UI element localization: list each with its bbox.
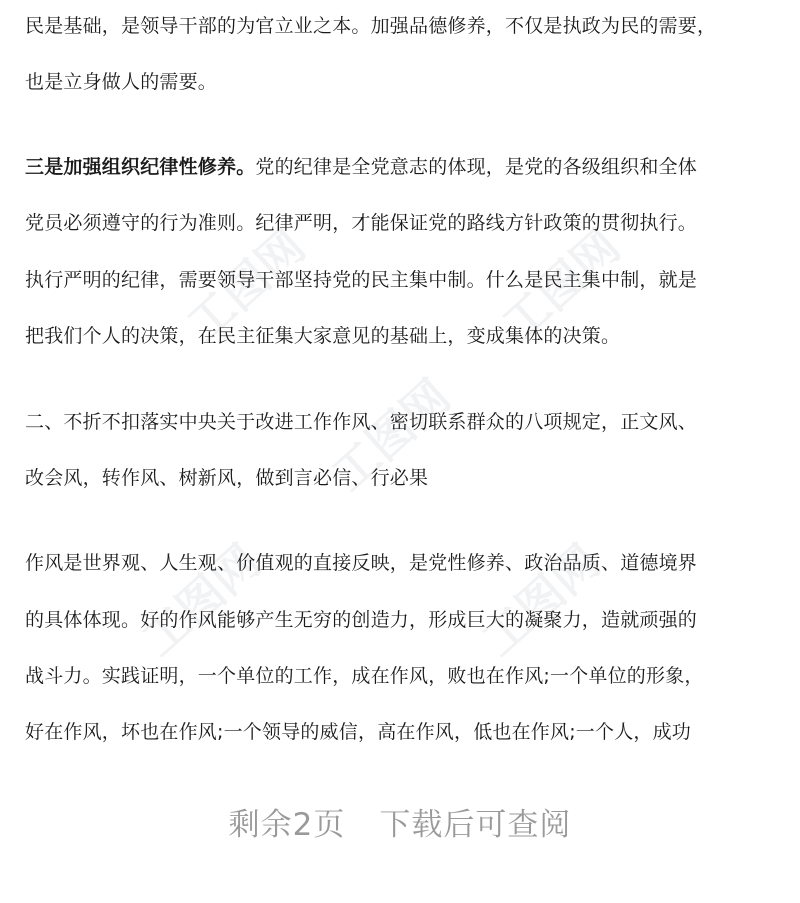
paragraph-line: 战斗力。实践证明，一个单位的工作，成在作风，败也在作风;一个单位的形象， — [25, 665, 704, 687]
remaining-pages-label: 剩余2页 — [228, 807, 346, 843]
paragraph-line: 把我们个人的决策，在民主征集大家意见的基础上，变成集体的决策。 — [25, 325, 621, 347]
watermark: 工图网 — [321, 368, 461, 502]
paragraph-line: 民是基础，是领导干部的为官立业之本。加强品德修养，不仅是执政为民的需要， — [25, 15, 717, 37]
paragraph-line: 好在作风，坏也在作风;一个领导的威信，高在作风，低也在作风;一个人，成功 — [25, 721, 692, 743]
section-heading-line: 二、不折不扣落实中央关于改进工作作风、密切联系群众的八项规定，正文风、 — [25, 411, 698, 433]
download-prompt[interactable] — [0, 802, 800, 848]
paragraph-text: 党的纪律是全党意志的体现，是党的各级组织和全体 — [255, 156, 698, 178]
watermark: 工图网 — [491, 218, 631, 352]
section-heading-line: 改会风，转作风、树新风，做到言必信、行必果 — [25, 467, 429, 489]
paragraph-line: 的具体体现。好的作风能够产生无穷的创造力，形成巨大的凝聚力，造就顽强的 — [25, 609, 698, 631]
paragraph-line — [25, 155, 697, 179]
paragraph-line: 也是立身做人的需要。 — [25, 71, 218, 93]
watermark: 工图网 — [176, 218, 316, 352]
paragraph-line: 作风是世界观、人生观、价值观的直接反映，是党性修养、政治品质、道德境界 — [25, 552, 698, 574]
watermark: 工图网 — [131, 533, 271, 667]
download-action-label[interactable]: 下载后可查阅 — [379, 807, 572, 843]
watermark: 工图网 — [471, 533, 611, 667]
paragraph-line: 党员必须遵守的行为准则。纪律严明，才能保证党的路线方针政策的贯彻执行。 — [25, 212, 698, 234]
paragraph-line: 执行严明的纪律，需要领导干部坚持党的民主集中制。什么是民主集中制，就是 — [25, 269, 698, 291]
paragraph-lead: 三是加强组织纪律性修养。 — [25, 156, 256, 178]
